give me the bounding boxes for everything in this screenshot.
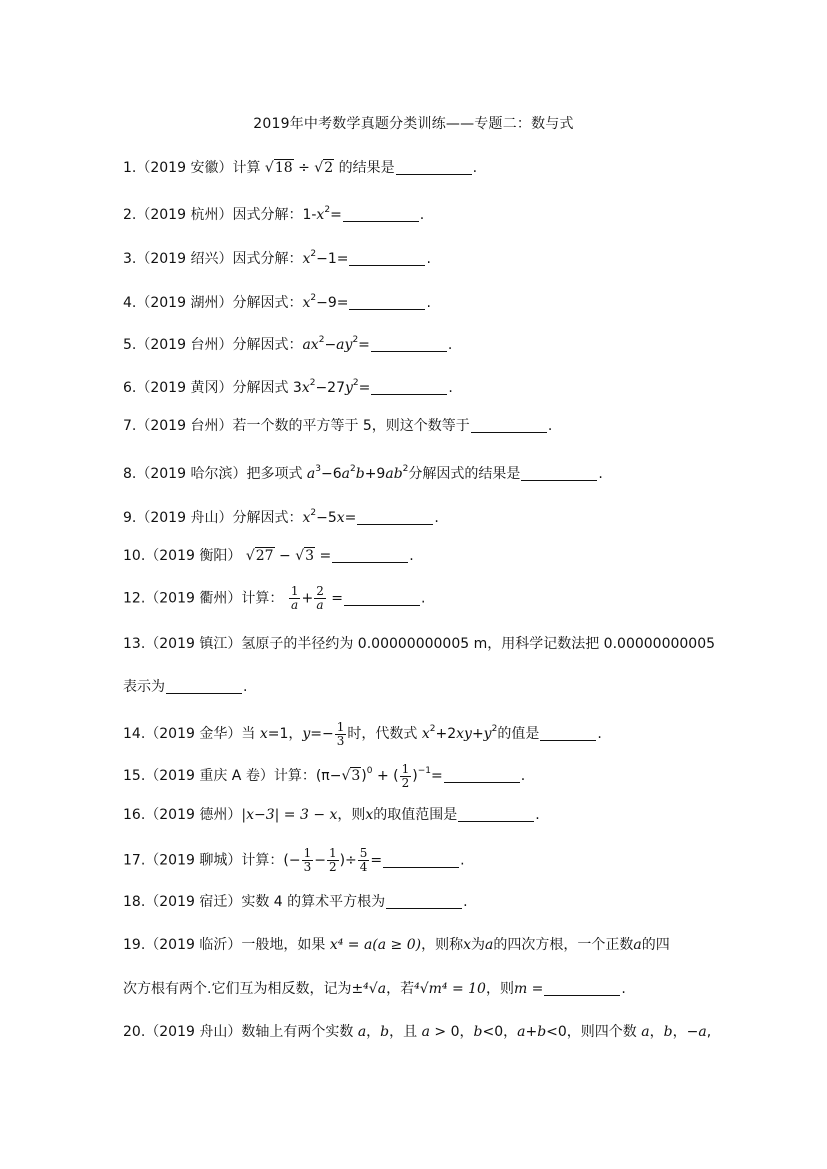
question-19-continued: 次方根有两个.它们互为相反数，记为±⁴√a，若⁴√m⁴ = 10，则m = .: [123, 981, 626, 997]
question-3: 3.（2019 绍兴）因式分解：$x^2-1=$ .: [123, 249, 431, 267]
answer-blank[interactable]: [458, 807, 534, 822]
answer-blank[interactable]: [544, 981, 620, 996]
answer-blank[interactable]: [444, 768, 520, 783]
answer-blank[interactable]: [166, 679, 242, 694]
question-6: 6.（2019 黄冈）分解因式 $3x^2-27y^2=$ .: [123, 378, 453, 396]
answer-blank[interactable]: [383, 853, 459, 868]
question-16: 16.（2019 德州）|x−3| = 3 − x，则x的取值范围是 .: [123, 807, 540, 823]
page-title: 2019年中考数学真题分类训练——专题二：数与式: [253, 116, 574, 132]
question-5: 5.（2019 台州）分解因式：$ax^2-ay^2=$ .: [123, 335, 453, 353]
question-20: 20.（2019 舟山）数轴上有两个实数 a，b，且 a > 0，b<0，a+b<0，则四个数 a，b，−a,: [123, 1024, 712, 1040]
answer-blank[interactable]: [344, 591, 420, 606]
answer-blank[interactable]: [349, 251, 425, 266]
answer-blank[interactable]: [371, 380, 447, 395]
question-17: 17.（2019 聊城）计算：(− $\frac{1}{3}$ − $\frac{1}{2}$ )÷ $\frac{5}{4}$ = .: [123, 846, 465, 874]
question-1: 1.（2019 安徽）计算 √18 ÷ √2 的结果是 .: [123, 160, 478, 176]
question-9: 9.（2019 舟山）分解因式：$x^2-5x=$ .: [123, 508, 439, 526]
answer-blank[interactable]: [521, 466, 597, 481]
answer-blank[interactable]: [349, 295, 425, 310]
answer-blank[interactable]: [396, 160, 472, 175]
question-13: 13.（2019 镇江）氢原子的半径约为 0.00000000005 m，用科学记数法把 0.00000000005: [123, 636, 716, 652]
question-13-continued: 表示为 .: [123, 679, 248, 695]
question-12: 12.（2019 衢州）计算： $\frac{1}{a}$ + $\frac{2}{a}$ = .: [123, 584, 426, 612]
question-14: 14.（2019 金华）当 x=1，y=− $\frac{1}{3}$ 时，代数式 $x^2+2xy+y^2$的值是 .: [123, 719, 602, 748]
question-18: 18.（2019 宿迁）实数 4 的算术平方根为 .: [123, 894, 468, 910]
question-15: 15.（2019 重庆 A 卷）计算：$(\pi-√3)^0$ + ( $\frac{1}{2}$ )$^{-1}$= .: [123, 761, 526, 790]
question-2: 2.（2019 杭州）因式分解：$1-x^2=$ .: [123, 205, 425, 223]
answer-blank[interactable]: [540, 726, 596, 741]
answer-blank[interactable]: [332, 548, 408, 563]
answer-blank[interactable]: [371, 337, 447, 352]
question-7: 7.（2019 台州）若一个数的平方等于 5，则这个数等于 .: [123, 418, 553, 434]
question-4: 4.（2019 湖州）分解因式：$x^2-9=$ .: [123, 293, 431, 311]
question-8: 8.（2019 哈尔滨）把多项式 $a^3-6a^2b+9ab^2$分解因式的结果是 .: [123, 464, 603, 482]
answer-blank[interactable]: [357, 510, 433, 525]
question-19: 19.（2019 临沂）一般地，如果 x⁴ = a(a ≥ 0)，则称x为a的四次方根，一个正数a的四: [123, 937, 670, 953]
answer-blank[interactable]: [471, 418, 547, 433]
question-10: 10.（2019 衡阳） √27 − √3 = .: [123, 548, 414, 564]
answer-blank[interactable]: [386, 894, 462, 909]
answer-blank[interactable]: [343, 207, 419, 222]
